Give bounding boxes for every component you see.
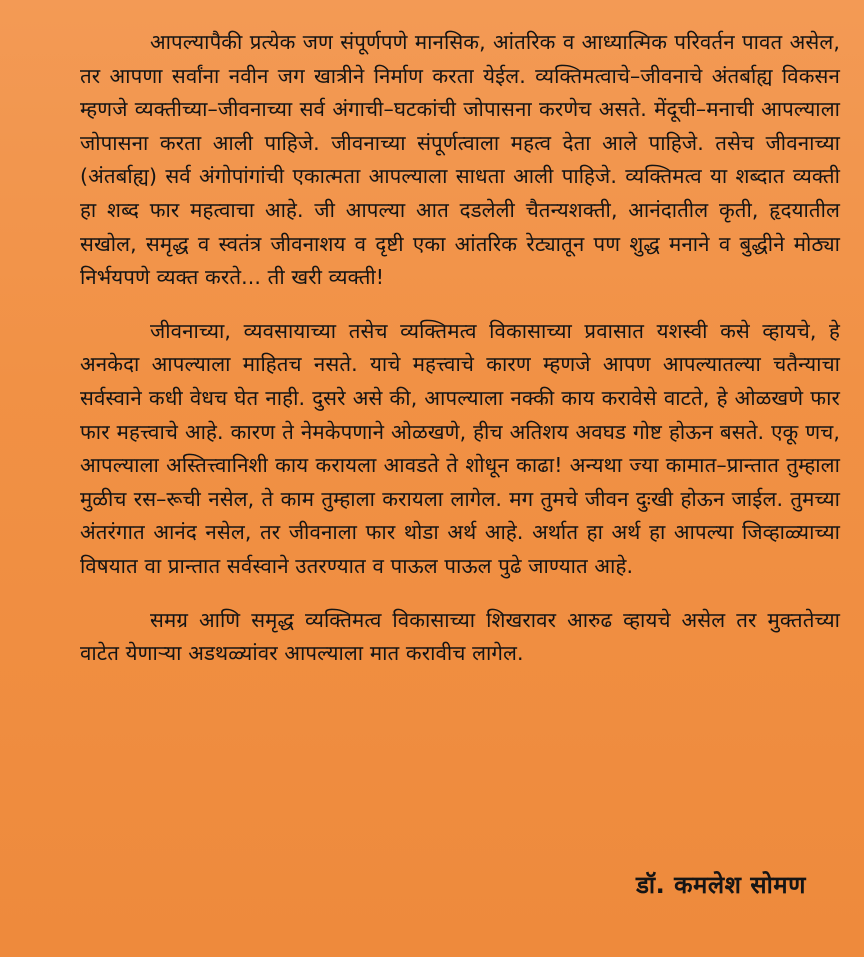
author-signature: डॉ. कमलेश सोमण [636, 871, 806, 899]
paragraph-3: समग्र आणि समृद्ध व्यक्तिमत्व विकासाच्या शिखरावर आरुढ व्हायचे असेल तर मुक्ततेच्या वाटेत येणाऱ्या अडथळ्यांवर आपल्याला मात करावीच लागेल. [80, 607, 840, 666]
paragraph-2: जीवनाच्या, व्यवसायाच्या तसेच व्यक्तिमत्व विकासाच्या प्रवासात यशस्वी कसे व्हायचे, हे अनकेदा आपल्याला माहितच नसते. याचे महत्त्वाचे कारण म्हणजे आपण आपल्यातल्या चतैन्याचा सर्वस्वाने कधी वेधच घेत नाही. दुसरे असे की, आपल्याला नक्की काय करावेसे वाटते, हे ओळखणे फार फार महत्त्वाचे आहे. कारण ते नेमकेपणाने ओळखणे, हीच अतिशय अवघड गोष्ट होऊन बसते. एकू णच, आपल्याला अस्तित्त्वानिशी काय करायला आवडते ते शोधून काढा! अन्यथा ज्या कामात–प्रान्तात तुम्हाला मुळीच रस–रूची नसेल, ते काम तुम्हाला करायला लागेल. मग तुमचे जीवन दुःखी होऊन जाईल. तुमच्या अंतरंगात आनंद नसेल, तर जीवनाला फार थोडा अर्थ आहे. अर्थात हा अर्थ हा आपल्या जिव्हाळ्याच्या विषयात वा प्रान्तात सर्वस्वाने उतरण्यात व पाऊल पाऊल पुढे जाण्यात आहे. [80, 318, 840, 578]
back-cover-text [80, 26, 840, 691]
paragraph-1: आपल्यापैकी प्रत्येक जण संपूर्णपणे मानसिक, आंतरिक व आध्यात्मिक परिवर्तन पावत असेल, तर आपणा सर्वांना नवीन जग खात्रीने निर्माण करता येईल. व्यक्तिमत्वाचे–जीवनाचे अंतर्बाह्य विकसन म्हणजे व्यक्तीच्या–जीवनाच्या सर्व अंगाची–घटकांची जोपासना करणेच असते. मेंदूची–मनाची आपल्याला जोपासना करता आली पाहिजे. जीवनाच्या संपूर्णत्वाला महत्व देता आले पाहिजे. तसेच जीवनाच्या (अंतर्बाह्य) सर्व अंगोपांगांची एकात्मता आपल्याला साधता आली पाहिजे. व्यक्तिमत्व या शब्दात व्यक्ती हा शब्द फार महत्वाचा आहे. जी आपल्या आत दडलेली चैतन्यशक्ती, आनंदातील कृती, हृदयातील सखोल, समृद्ध व स्वतंत्र जीवनाशय व दृष्टी एका आंतरिक रेट्यातून पण शुद्ध मनाने व बुद्धीने मोठ्या निर्भयपणे व्यक्त करते... ती खरी व्यक्ती! [80, 30, 840, 290]
